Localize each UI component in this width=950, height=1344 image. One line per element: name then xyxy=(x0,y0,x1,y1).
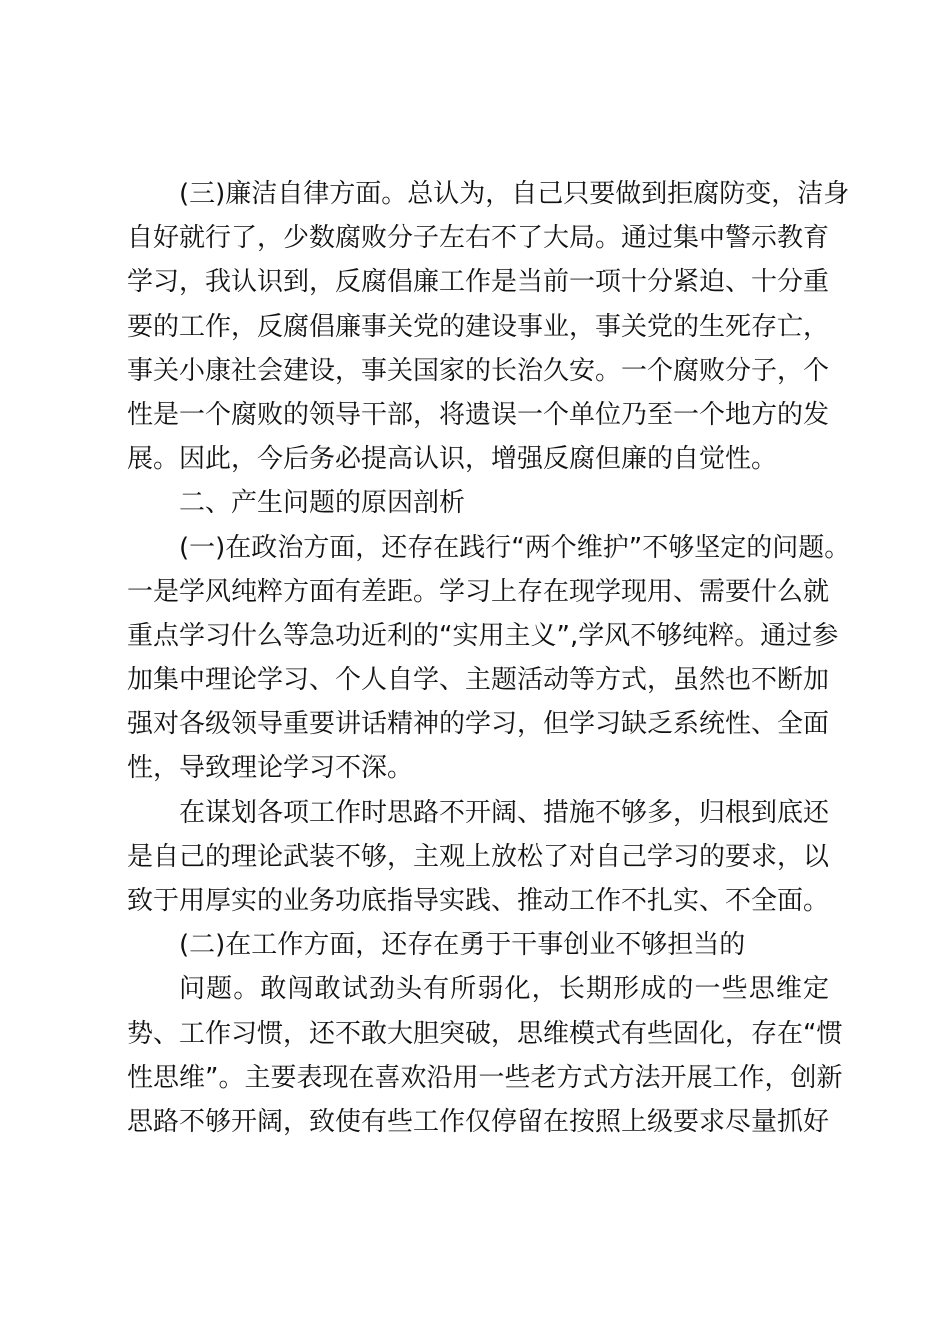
paragraph-line: 自好就行了，少数腐败分子左右不了大局。通过集中警示教育 xyxy=(127,223,830,254)
paragraph-line: 强对各级领导重要讲话精神的学习，但学习缺乏系统性、全面 xyxy=(127,709,830,740)
document-body xyxy=(127,172,851,1144)
paragraph-line: 事关小康社会建设，事关国家的长治久安。一个腐败分子，个 xyxy=(127,355,830,386)
paragraph-line: 性思维”。主要表现在喜欢沿用一些老方式方法开展工作，创新 xyxy=(127,1062,843,1093)
paragraph-line: 在谋划各项工作时思路不开阔、措施不够多，归根到底还 xyxy=(179,797,830,828)
paragraph-line: 思路不够开阔，致使有些工作仅停留在按照上级要求尽量抓好 xyxy=(127,1106,830,1137)
paragraph-line: 是自己的理论武装不够，主观上放松了对自己学习的要求，以 xyxy=(127,841,830,872)
paragraph-line: 重点学习什么等急功近利的“实用主义”,学风不够纯粹。通过参 xyxy=(127,620,839,651)
paragraph-line: 加集中理论学习、个人自学、主题活动等方式，虽然也不断加 xyxy=(127,665,830,696)
paragraph-line: (一)在政治方面，还存在践行“两个维护”不够坚定的问题。 xyxy=(179,532,851,563)
paragraph-line: 性是一个腐败的领导干部，将遗误一个单位乃至一个地方的发 xyxy=(127,399,830,430)
section-heading: 二、产生问题的原因剖析 xyxy=(179,488,466,519)
paragraph-line: 致于用厚实的业务功底指导实践、推动工作不扎实、不全面。 xyxy=(127,886,830,916)
paragraph-line: 势、工作习惯，还不敢大胆突破，思维模式有些固化，存在“惯 xyxy=(127,1018,843,1049)
paragraph-line: 问题。敢闯敢试劲头有所弱化，长期形成的一些思维定 xyxy=(179,974,829,1005)
paragraph-line: 要的工作，反腐倡廉事关党的建设事业，事关党的生死存亡， xyxy=(127,311,830,342)
paragraph-line: (二)在工作方面，还存在勇于干事创业不够担当的 xyxy=(179,930,746,961)
paragraph-line: (三)廉洁自律方面。总认为，自己只要做到拒腐防变，洁身 xyxy=(179,179,850,209)
paragraph-line: 性，导致理论学习不深。 xyxy=(127,753,414,784)
paragraph-line: 学习，我认识到，反腐倡廉工作是当前一项十分紧迫、十分重 xyxy=(127,267,830,298)
paragraph-line: 一是学风纯粹方面有差距。学习上存在现学现用、需要什么就 xyxy=(127,576,830,607)
paragraph-line: 展。因此，今后务必提高认识，增强反腐但廉的自觉性。 xyxy=(127,444,778,475)
